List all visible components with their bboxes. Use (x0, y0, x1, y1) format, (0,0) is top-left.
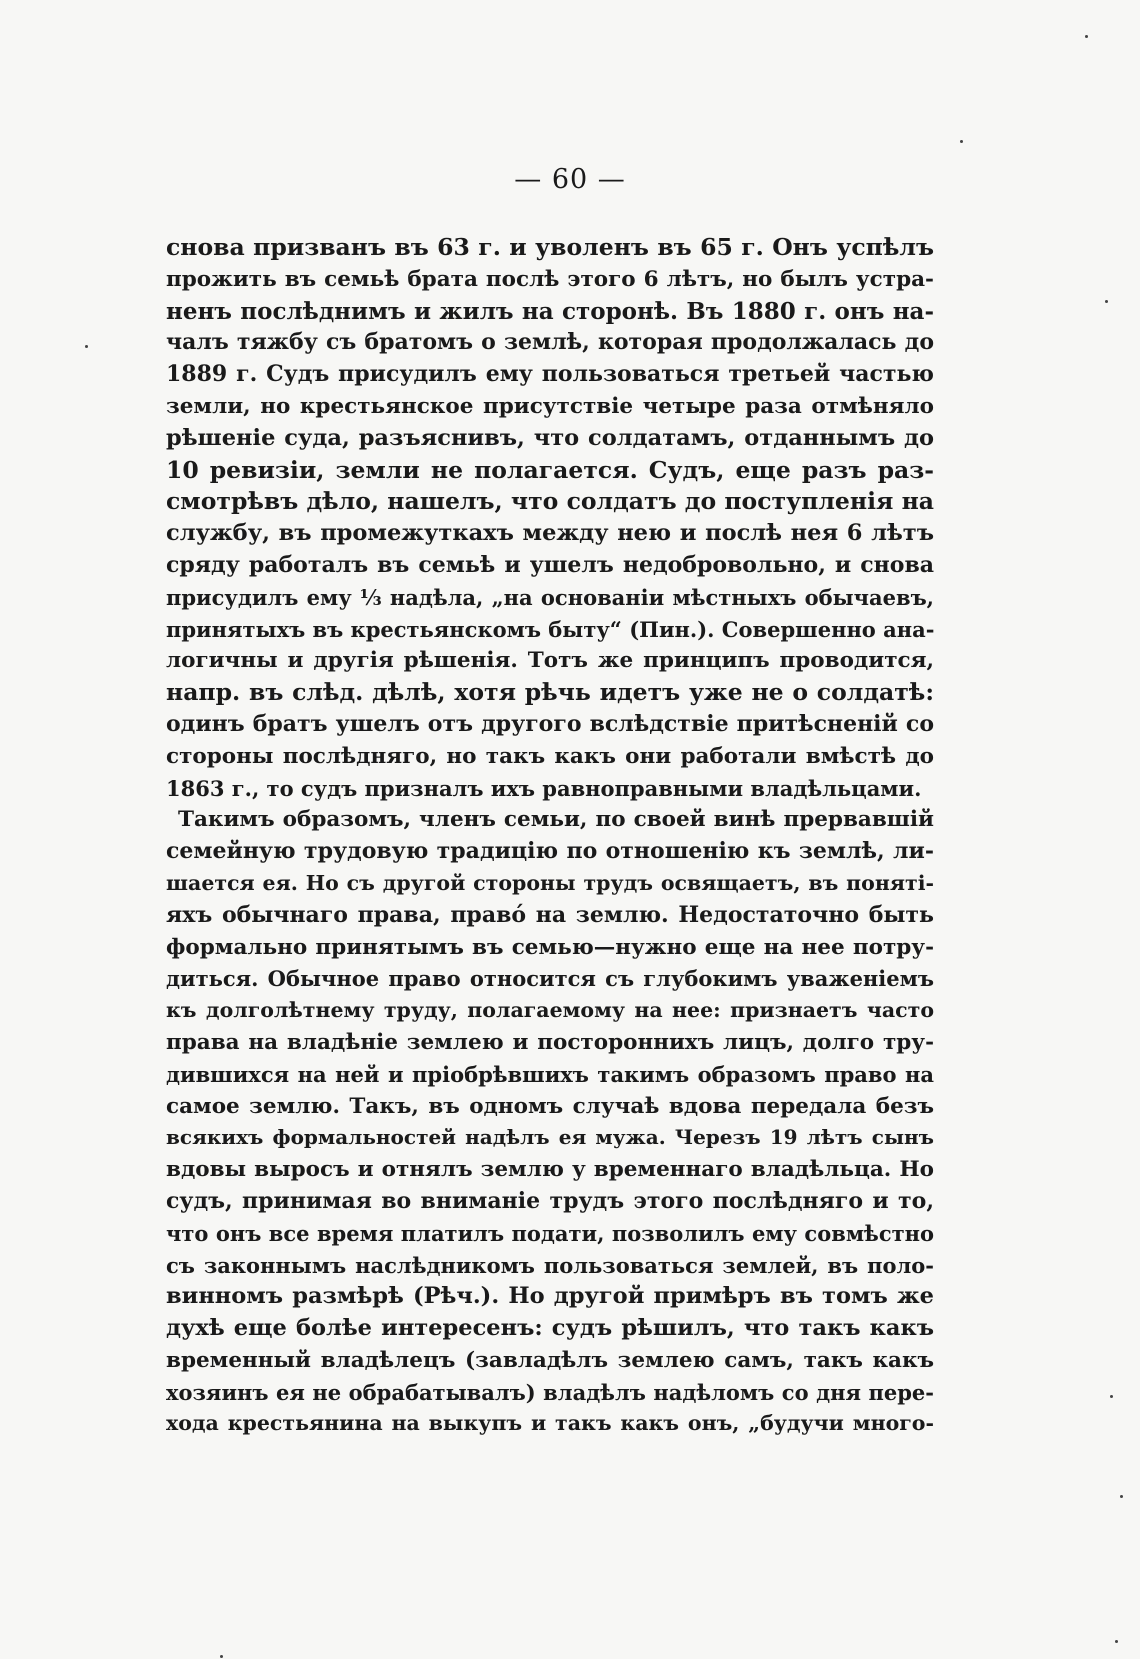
text-line: сряду работалъ въ семьѣ и ушелъ недобровольно, и снова (166, 551, 934, 578)
text-line: 10 ревизіи, земли не полагается. Судъ, еще разъ раз- (166, 455, 934, 484)
text-line: хода крестьянина на выкупъ и такъ какъ онъ, „будучи много- (166, 1411, 934, 1436)
scan-speck (1115, 1640, 1118, 1643)
scan-speck (1120, 1495, 1123, 1498)
text-line: снова призванъ въ 63 г. и уволенъ въ 65 г. Онъ успѣлъ (166, 233, 934, 261)
text-line: яхъ обычнаго права, право́ на землю. Недостаточно быть (166, 901, 934, 928)
text-line: диться. Обычное право относится съ глубокимъ уваженіемъ (166, 966, 934, 992)
text-line: стороны послѣдняго, но такъ какъ они работали вмѣстѣ до (166, 743, 934, 769)
text-line: прожить въ семьѣ брата послѣ этого 6 лѣтъ, но былъ устра- (166, 266, 934, 292)
text-line: шается ея. Но съ другой стороны трудъ освящаетъ, въ понятi- (166, 870, 934, 895)
text-line: службу, въ промежуткахъ между нею и послѣ нея 6 лѣтъ (166, 520, 934, 547)
scan-speck (1085, 35, 1088, 38)
scan-speck (85, 345, 88, 348)
text-line: напр. въ слѣд. дѣлѣ, хотя рѣчь идетъ уже не о солдатѣ: (166, 678, 934, 707)
text-line: 1863 г., то судъ призналъ ихъ равноправными владѣльцами. (166, 775, 922, 801)
text-line: что онъ все время платилъ подати, позволилъ ему совмѣстно (166, 1220, 934, 1246)
text-line: винномъ размѣрѣ (Рѣч.). Но другой примѣръ въ томъ же (166, 1283, 934, 1310)
text-line: дившихся на ней и пріобрѣвшихъ такимъ образомъ право на (166, 1061, 934, 1087)
text-line: принятыхъ въ крестьянскомъ быту“ (Пин.). Совершенно ана- (166, 616, 934, 642)
scan-speck (1110, 1395, 1113, 1398)
text-line: духѣ еще болѣе интересенъ: судъ рѣшилъ, что такъ какъ (166, 1315, 934, 1342)
text-line: формально принятымъ въ семью—нужно еще на нее потру- (166, 934, 934, 960)
text-line: всякихъ формальностей надѣлъ ея мужа. Черезъ 19 лѣтъ сынъ (166, 1125, 934, 1150)
text-line: судъ, принимая во вниманіе трудъ этого послѣдняго и то, (166, 1187, 934, 1214)
text-line: ненъ послѣднимъ и жилъ на сторонѣ. Въ 1880 г. онъ на- (166, 297, 934, 325)
page-number: — 60 — (514, 164, 626, 195)
text-line: самое землю. Такъ, въ одномъ случаѣ вдова передала безъ (166, 1093, 934, 1119)
scan-speck (960, 140, 963, 143)
text-line: логичны и другія рѣшенія. Тотъ же принципъ проводится, (166, 648, 934, 674)
text-line: семейную трудовую традицію по отношенію къ землѣ, ли- (166, 838, 934, 865)
text-line: временный владѣлецъ (завладѣлъ землею самъ, такъ какъ (166, 1347, 934, 1373)
text-line: права на владѣніе землею и постороннихъ лицъ, долго тру- (166, 1029, 934, 1055)
text-line: одинъ братъ ушелъ отъ другого вслѣдствіе притѣсненій со (166, 710, 934, 737)
text-line: Такимъ образомъ, членъ семьи, по своей винѣ прервавшій (178, 807, 934, 833)
text-line: 1889 г. Судъ присудилъ ему пользоваться третьей частью (166, 361, 934, 388)
text-line: земли, но крестьянское присутствіе четыре раза отмѣняло (166, 393, 934, 419)
text-line: смотрѣвъ дѣло, нашелъ, что солдатъ до поступленія на (166, 487, 934, 516)
text-line: хозяинъ ея не обрабатывалъ) владѣлъ надѣломъ со дня пере- (166, 1379, 934, 1405)
text-line: къ долголѣтнему труду, полагаемому на нее: признаетъ часто (166, 998, 934, 1023)
body-text (166, 232, 934, 1440)
scan-speck (220, 1655, 223, 1658)
scan-speck (1105, 300, 1108, 303)
text-line: вдовы выросъ и отнялъ землю у временнаго владѣльца. Но (166, 1157, 934, 1183)
text-line: рѣшеніе суда, разъяснивъ, что солдатамъ, отданнымъ до (166, 424, 934, 451)
text-line: съ законнымъ наслѣдникомъ пользоваться землей, въ поло- (166, 1252, 934, 1278)
text-line: чалъ тяжбу съ братомъ о землѣ, которая продолжалась до (166, 329, 934, 356)
text-line: присудилъ ему ⅓ надѣла, „на основаніи мѣстныхъ обычаевъ, (166, 584, 934, 610)
